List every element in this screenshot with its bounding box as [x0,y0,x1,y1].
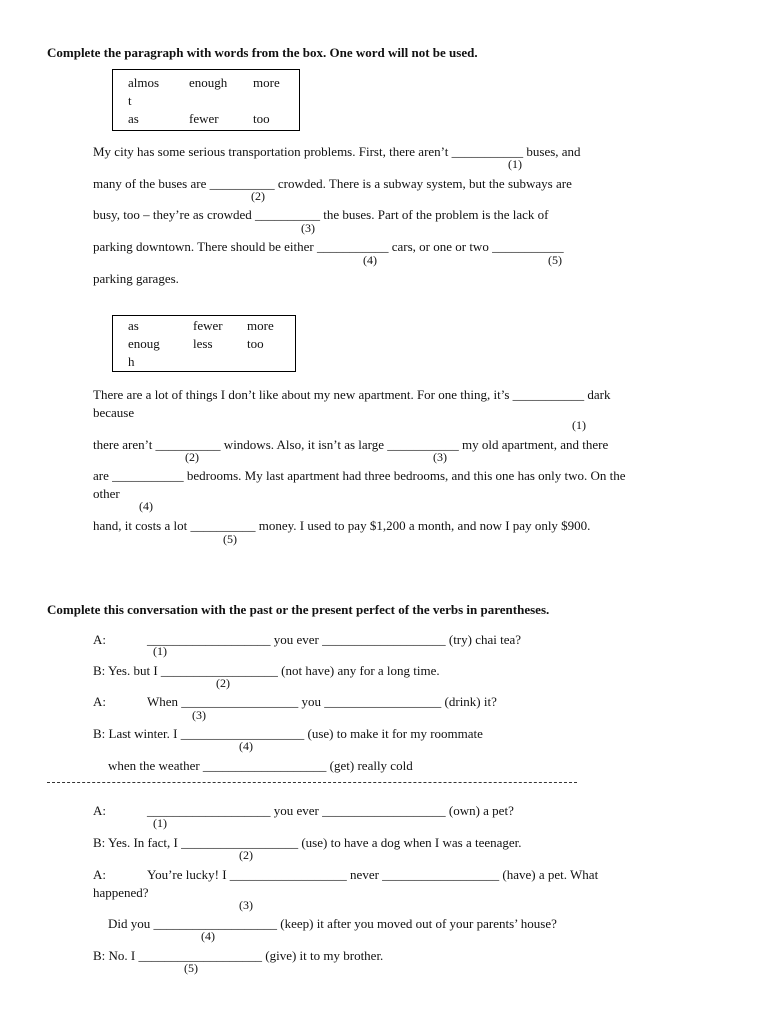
box-word: too [253,111,270,126]
box-word: fewer [189,111,219,126]
blank-number: (3) [433,450,447,464]
box-word: less [193,336,213,351]
blank-number: (1) [153,816,167,830]
conversation-line: ___________________ you ever ___________________ (try) chai tea? [147,632,522,647]
paragraph-line: There are a lot of things I don’t like about my new apartment. For one thing, it’s ___________ dark [93,387,611,402]
blank-number: (3) [239,898,253,912]
conversation-line: Did you ___________________ (keep) it after you moved out of your parents’ house? [108,916,557,931]
blank-number: (1) [508,157,522,171]
blank-number: (2) [239,848,253,862]
conversation-line: ___________________ you ever ___________________ (own) a pet? [147,803,514,818]
blank-number: (1) [572,418,586,432]
box-word: fewer [193,318,223,333]
box-word: more [253,75,280,90]
blank-number: (4) [139,499,153,513]
paragraph-line: hand, it costs a lot __________ money. I used to pay $1,200 a month, and now I pay only $900. [93,518,591,533]
box-word: t [128,93,132,108]
word-box-1 [112,69,300,131]
paragraph-line: My city has some serious transportation problems. First, there aren’t ___________ buses, and [93,144,581,159]
conversation-line: B: Last winter. I ___________________ (use) to make it for my roommate [93,726,483,741]
paragraph-line: parking downtown. There should be either ___________ cars, or one or two ___________ [93,239,564,254]
speaker-label: A: [93,867,106,882]
blank-number: (3) [301,221,315,235]
blank-number: (2) [216,676,230,690]
conversation-line: B: No. I ___________________ (give) it to my brother. [93,948,384,963]
paragraph-line: busy, too – they’re as crowded __________ the buses. Part of the problem is the lack of [93,207,549,222]
conversation-line: B: Yes. but I __________________ (not have) any for a long time. [93,663,440,678]
instruction-2: Complete this conversation with the past or the present perfect of the verbs in parentheses. [47,602,550,617]
blank-number: (5) [223,532,237,546]
instruction-1: Complete the paragraph with words from the box. One word will not be used. [47,45,478,60]
conversation-line: B: Yes. In fact, I __________________ (use) to have a dog when I was a teenager. [93,835,522,850]
box-word: almos [128,75,160,90]
paragraph-line: other [93,486,120,501]
box-word: as [128,318,139,333]
speaker-label: A: [93,632,106,647]
blank-number: (2) [185,450,199,464]
paragraph-line: are ___________ bedrooms. My last apartment had three bedrooms, and this one has only two. On the [93,468,626,483]
paragraph-line: many of the buses are __________ crowded. There is a subway system, but the subways are [93,176,572,191]
blank-number: (1) [153,644,167,658]
speaker-label: A: [93,694,106,709]
paragraph-line: parking garages. [93,271,179,286]
paragraph-line: because [93,405,135,420]
blank-number: (2) [251,189,265,203]
blank-number: (3) [192,708,206,722]
conversation-line: When __________________ you __________________ (drink) it? [147,694,497,709]
box-word: h [128,354,135,369]
blank-number: (5) [184,961,198,975]
blank-number: (4) [363,253,377,267]
word-box-2 [112,315,296,372]
box-word: as [128,111,139,126]
speaker-label: A: [93,803,106,818]
box-word: enoug [128,336,160,351]
paragraph-line: there aren’t __________ windows. Also, it isn’t as large ___________ my old apartment, and there [93,437,609,452]
blank-number: (5) [548,253,562,267]
box-word: more [247,318,274,333]
conversation-line: happened? [93,885,149,900]
box-word: too [247,336,264,351]
box-word: enough [189,75,228,90]
blank-number: (4) [239,739,253,753]
divider [47,782,577,783]
blank-number: (4) [201,929,215,943]
conversation-line: when the weather ___________________ (get) really cold [108,758,413,773]
conversation-line: You’re lucky! I __________________ never __________________ (have) a pet. What [147,867,599,882]
